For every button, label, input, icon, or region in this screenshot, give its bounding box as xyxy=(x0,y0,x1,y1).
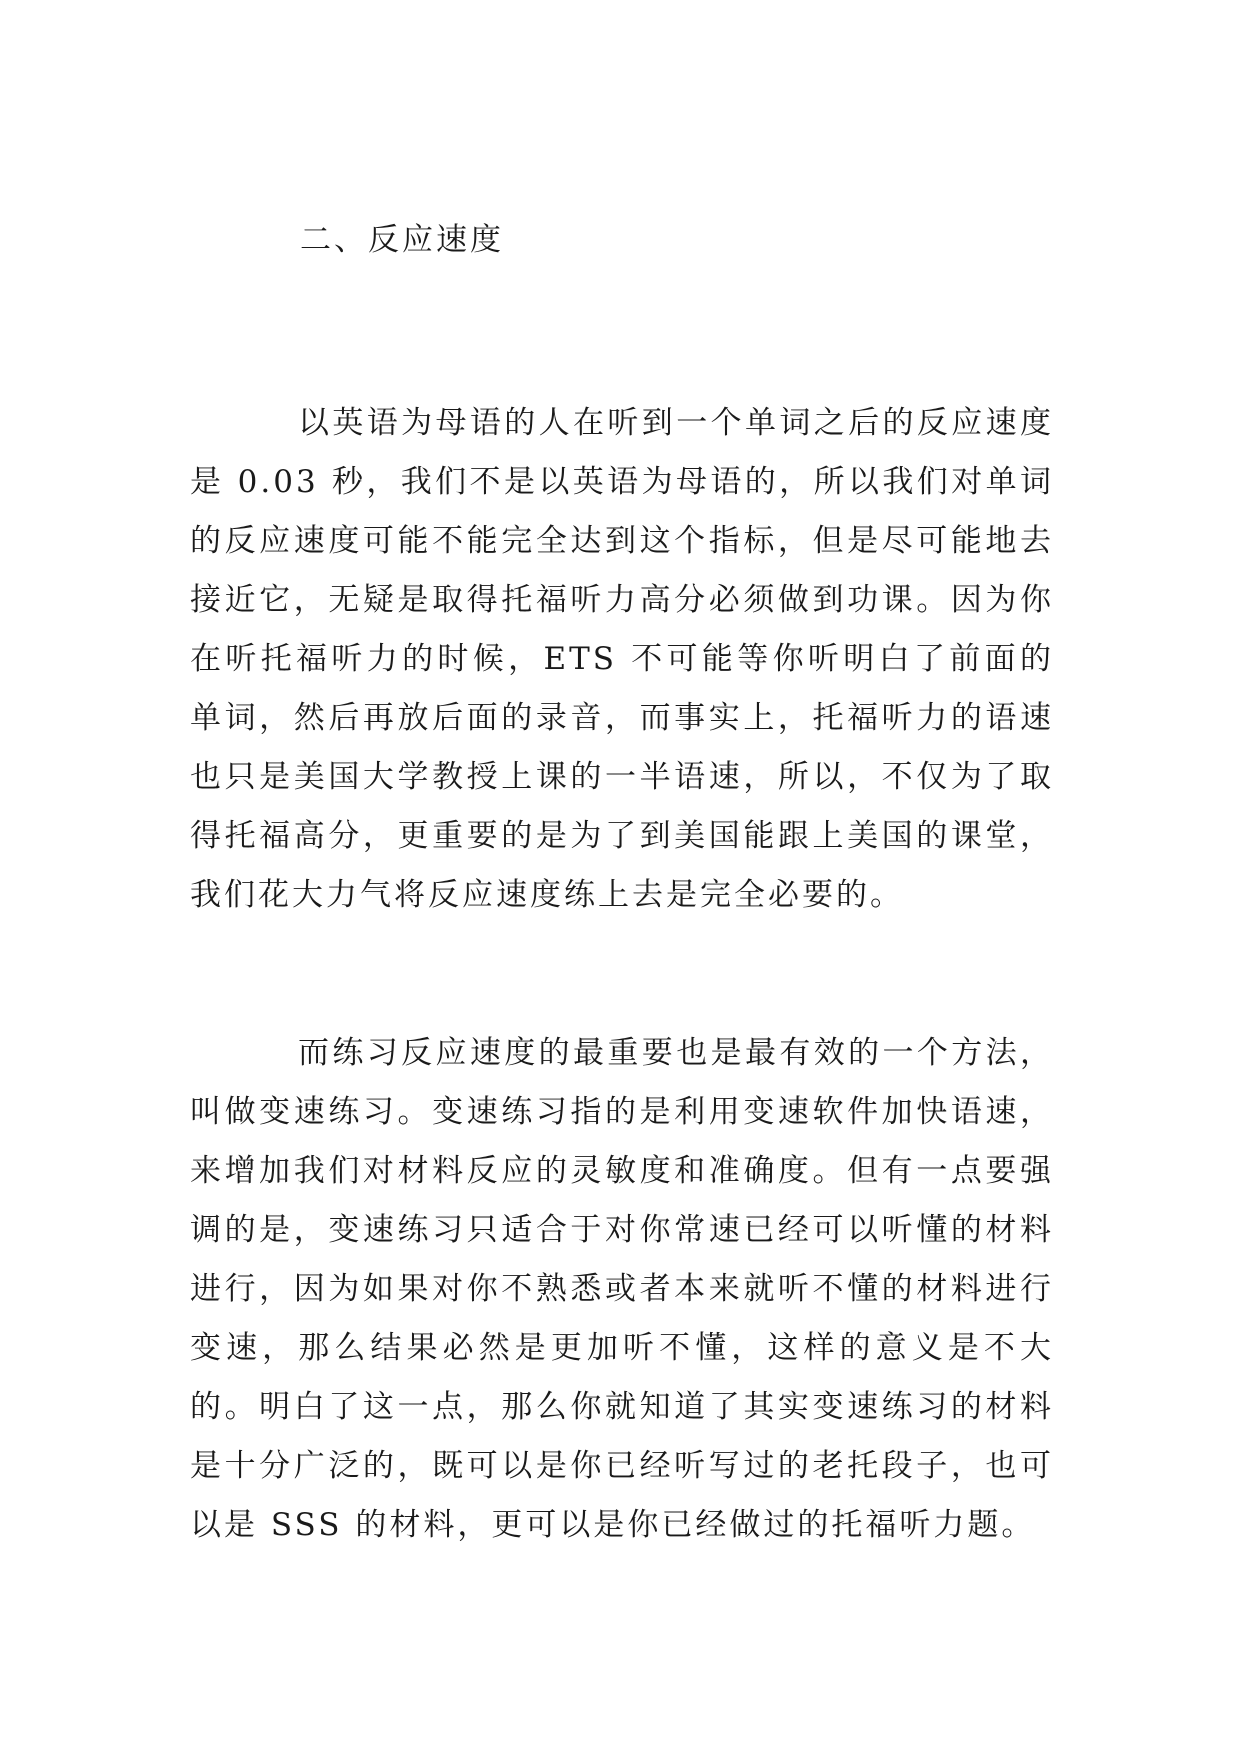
body-paragraph: 以英语为母语的人在听到一个单词之后的反应速度是 0.03 秒，我们不是以英语为母语的，所以我们对单词的反应速度可能不能完全达到这个指标，但是尽可能地去接近它，无疑是取得托福听力高分必须做到功课。因为你在听托福听力的时候，ETS 不可能等你听明白了前面的单词，然后再放后面的录音，而事实上，托福听力的语速也只是美国大学教授上课的一半语速，所以，不仅为了取得托福高分，更重要的是为了到美国能跟上美国的课堂，我们花大力气将反应速度练上去是完全必要的。 xyxy=(190,405,1054,913)
section-heading: 二、反应速度 xyxy=(300,222,504,258)
body-paragraph: 而练习反应速度的最重要也是最有效的一个方法，叫做变速练习。变速练习指的是利用变速软件加快语速，来增加我们对材料反应的灵敏度和准确度。但有一点要强调的是，变速练习只适合于对你常速已经可以听懂的材料进行，因为如果对你不熟悉或者本来就听不懂的材料进行变速，那么结果必然是更加听不懂，这样的意义是不大的。明白了这一点，那么你就知道了其实变速练习的材料是十分广泛的，既可以是你已经听写过的老托段子，也可以是 SSS 的材料，更可以是你已经做过的托福听力题。 xyxy=(190,1035,1054,1543)
